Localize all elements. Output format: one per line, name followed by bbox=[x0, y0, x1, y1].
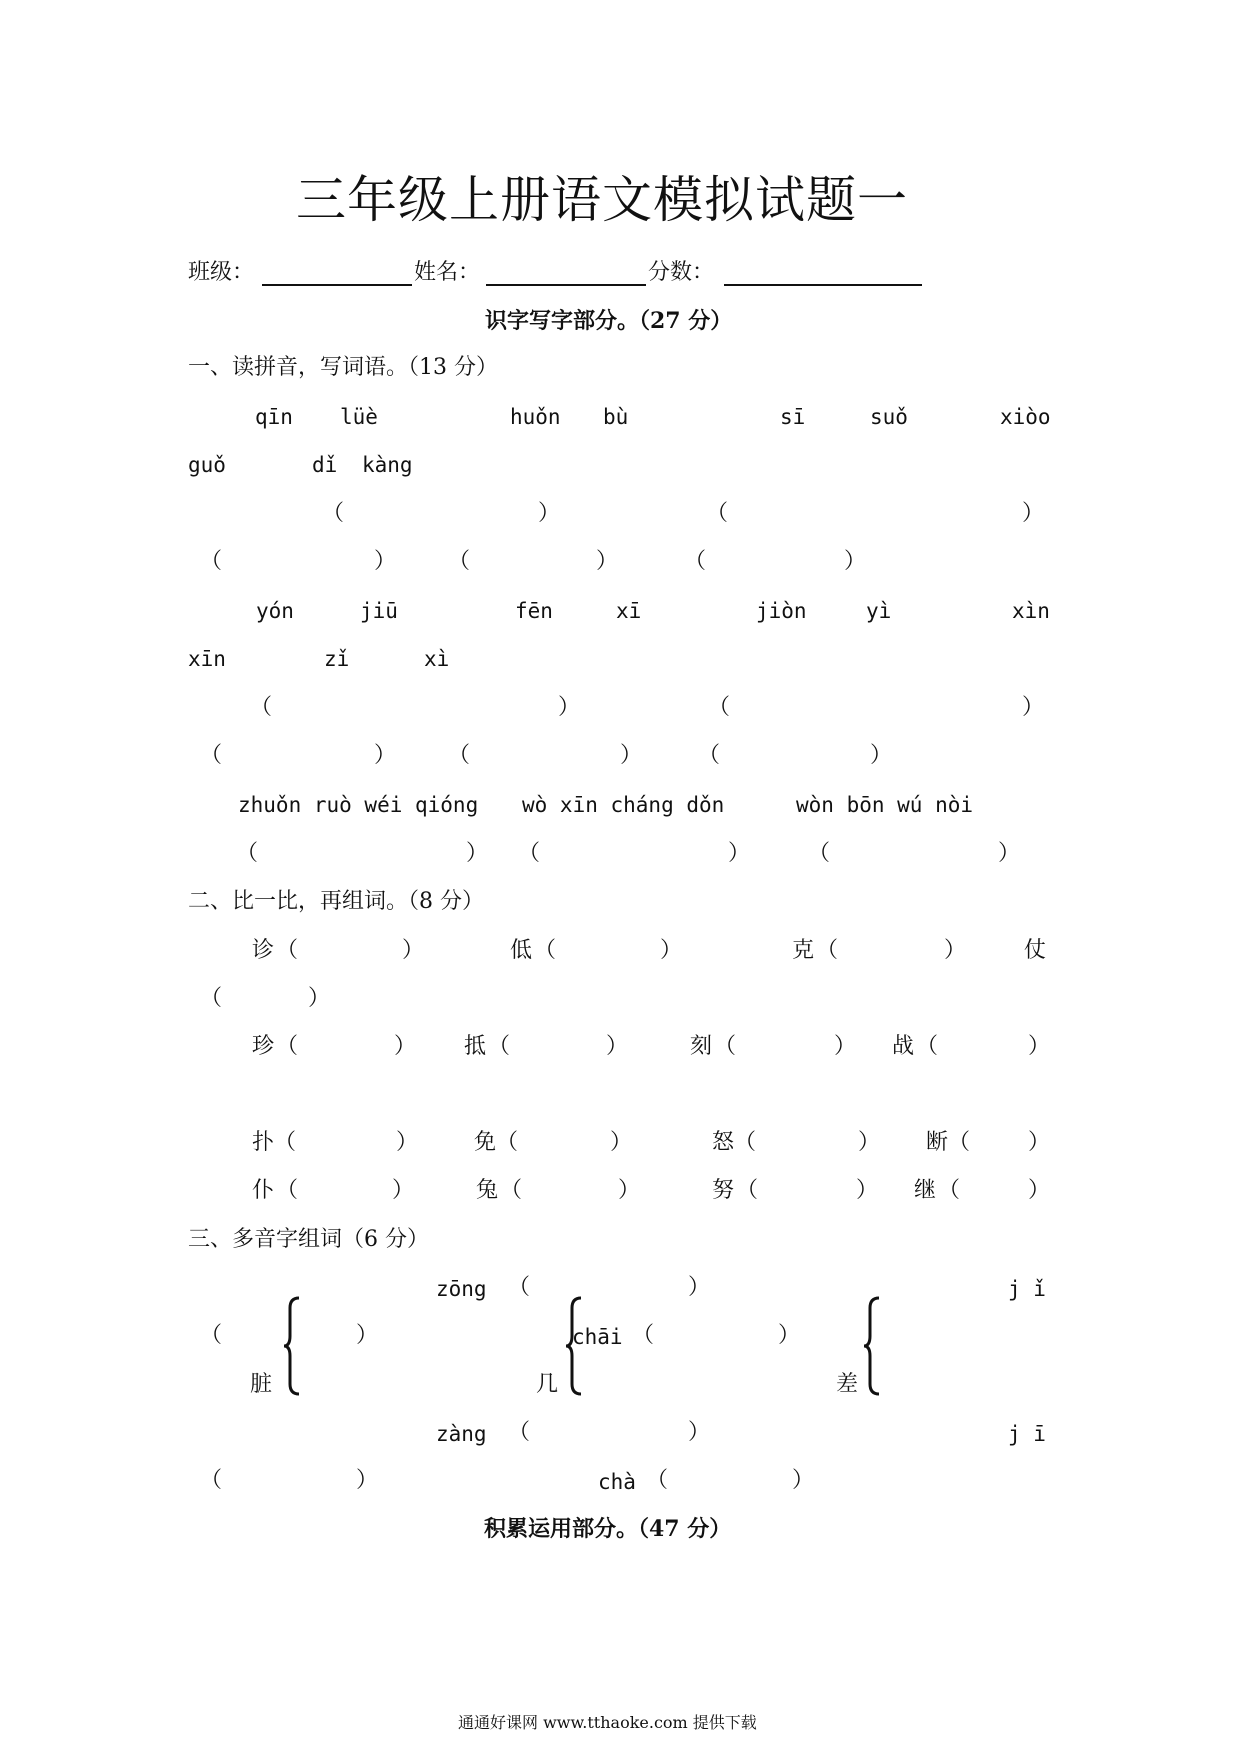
pinyin: xiòo bbox=[1000, 405, 1051, 429]
pinyin: dǐ bbox=[312, 453, 338, 477]
page-title: 三年级上册语文模拟试题一 bbox=[296, 171, 908, 229]
pinyin: j ǐ bbox=[1008, 1277, 1046, 1301]
char: 继 bbox=[914, 1178, 937, 1203]
paren: ） bbox=[558, 695, 581, 720]
char: 免 bbox=[474, 1130, 497, 1155]
char: 战 bbox=[892, 1034, 915, 1059]
pinyin: jiòn bbox=[756, 599, 807, 623]
paren: （ bbox=[948, 1130, 971, 1155]
paren: （ bbox=[734, 1130, 757, 1155]
q3-heading: 三、多音字组词（6 分） bbox=[188, 1227, 429, 1252]
paren: ） bbox=[394, 1034, 417, 1059]
paren: （ bbox=[938, 1178, 961, 1203]
paren: （ bbox=[816, 938, 839, 963]
char: 仆 bbox=[252, 1178, 275, 1203]
paren: ） bbox=[606, 1034, 629, 1059]
polyphone-char: 几 bbox=[536, 1372, 559, 1397]
paren: ） bbox=[402, 938, 425, 963]
paren: （ bbox=[200, 1323, 223, 1348]
paren: ） bbox=[466, 841, 489, 866]
name-label: 姓名： bbox=[414, 260, 481, 285]
paren: ） bbox=[356, 1468, 379, 1493]
pinyin: yì bbox=[866, 599, 892, 623]
pinyin: yón bbox=[256, 599, 294, 623]
paren: （ bbox=[698, 743, 721, 768]
pinyin: fēn bbox=[515, 599, 553, 623]
score-blank[interactable] bbox=[724, 284, 922, 286]
paren: （ bbox=[236, 841, 259, 866]
char: 怒 bbox=[712, 1130, 735, 1155]
paren: （ bbox=[274, 1130, 297, 1155]
part1-heading: 识字写字部分。（27 分） bbox=[485, 308, 733, 334]
paren: ） bbox=[944, 938, 967, 963]
paren: ） bbox=[392, 1178, 415, 1203]
paren: ） bbox=[1022, 695, 1045, 720]
paren: （ bbox=[488, 1034, 511, 1059]
char: 珍 bbox=[252, 1034, 275, 1059]
pinyin: xì bbox=[424, 647, 450, 671]
pinyin: j ī bbox=[1008, 1422, 1046, 1446]
paren: （ bbox=[808, 841, 831, 866]
paren: ） bbox=[620, 743, 643, 768]
paren: ） bbox=[688, 1420, 711, 1445]
paren: （ bbox=[518, 841, 541, 866]
pinyin: wòn bōn wú nòi bbox=[796, 793, 974, 817]
pinyin: zōng bbox=[436, 1277, 487, 1301]
paren: ） bbox=[596, 549, 619, 574]
left-brace-icon bbox=[282, 1296, 302, 1396]
paren: （ bbox=[200, 743, 223, 768]
char: 诊 bbox=[252, 938, 275, 963]
char: 仗 bbox=[1024, 938, 1047, 963]
paren: （ bbox=[714, 1034, 737, 1059]
paren: （ bbox=[200, 549, 223, 574]
paren: ） bbox=[356, 1323, 379, 1348]
paren: ） bbox=[998, 841, 1021, 866]
left-brace-icon bbox=[564, 1296, 584, 1396]
paren: （ bbox=[534, 938, 557, 963]
pinyin: suǒ bbox=[870, 405, 908, 429]
q1-heading: 一、读拼音，写词语。（13 分） bbox=[188, 355, 498, 380]
pinyin: jiū bbox=[360, 599, 398, 623]
pinyin: xīn bbox=[188, 647, 226, 671]
class-blank[interactable] bbox=[262, 284, 412, 286]
polyphone-char: 差 bbox=[836, 1372, 859, 1397]
paren: （ bbox=[250, 695, 273, 720]
pinyin: zhuǒn ruò wéi qióng bbox=[238, 793, 479, 817]
char: 扑 bbox=[252, 1130, 275, 1155]
footer: 通通好课网 www.tthaoke.com 提供下载 bbox=[458, 1713, 757, 1732]
pinyin: chà bbox=[598, 1470, 636, 1494]
pinyin: kàng bbox=[362, 453, 413, 477]
pinyin: chāi bbox=[572, 1325, 623, 1349]
paren: ） bbox=[778, 1323, 801, 1348]
pinyin: xī bbox=[616, 599, 642, 623]
paren: ） bbox=[1022, 501, 1045, 526]
paren: ） bbox=[1028, 1130, 1051, 1155]
pinyin: huǒn bbox=[510, 405, 561, 429]
name-blank[interactable] bbox=[486, 284, 646, 286]
paren: ） bbox=[1028, 1034, 1051, 1059]
paren: （ bbox=[632, 1323, 655, 1348]
pinyin: xìn bbox=[1012, 599, 1050, 623]
paren: ） bbox=[374, 743, 397, 768]
paren: （ bbox=[500, 1178, 523, 1203]
paren: （ bbox=[322, 501, 345, 526]
paren: （ bbox=[496, 1130, 519, 1155]
pinyin: qīn bbox=[255, 405, 293, 429]
paren: ） bbox=[374, 549, 397, 574]
char: 断 bbox=[926, 1130, 949, 1155]
paren: （ bbox=[706, 501, 729, 526]
paren: （ bbox=[646, 1468, 669, 1493]
pinyin: wò xīn cháng dǒn bbox=[522, 793, 725, 817]
paren: （ bbox=[684, 549, 707, 574]
paren: ） bbox=[856, 1178, 879, 1203]
pinyin: lüè bbox=[340, 405, 378, 429]
left-brace-icon bbox=[862, 1296, 882, 1396]
paren: ） bbox=[792, 1468, 815, 1493]
paren: ） bbox=[396, 1130, 419, 1155]
paren: ） bbox=[1028, 1178, 1051, 1203]
pinyin: bù bbox=[603, 405, 629, 429]
pinyin: guǒ bbox=[188, 453, 226, 477]
paren: ） bbox=[858, 1130, 881, 1155]
paren: （ bbox=[276, 1178, 299, 1203]
paren: （ bbox=[276, 1034, 299, 1059]
paren: ） bbox=[538, 501, 561, 526]
paren: （ bbox=[916, 1034, 939, 1059]
q2-heading: 二、比一比，再组词。（8 分） bbox=[188, 889, 484, 914]
score-label: 分数： bbox=[648, 260, 715, 285]
paren: ） bbox=[610, 1130, 633, 1155]
paren: ） bbox=[618, 1178, 641, 1203]
pinyin: sī bbox=[780, 405, 806, 429]
paren: （ bbox=[448, 743, 471, 768]
char: 抵 bbox=[464, 1034, 487, 1059]
part2-heading: 积累运用部分。（47 分） bbox=[484, 1516, 732, 1542]
paren: ） bbox=[688, 1275, 711, 1300]
paren: （ bbox=[736, 1178, 759, 1203]
pinyin: zàng bbox=[436, 1422, 487, 1446]
polyphone-char: 脏 bbox=[250, 1372, 273, 1397]
paren: ） bbox=[660, 938, 683, 963]
class-label: 班级： bbox=[188, 260, 255, 285]
paren: （ bbox=[448, 549, 471, 574]
paren: ） bbox=[728, 841, 751, 866]
pinyin: zǐ bbox=[324, 647, 350, 671]
char: 低 bbox=[510, 938, 533, 963]
paren: ） bbox=[844, 549, 867, 574]
char: 刻 bbox=[690, 1034, 713, 1059]
char: 兔 bbox=[476, 1178, 499, 1203]
paren: ） bbox=[870, 743, 893, 768]
paren: （ bbox=[508, 1275, 531, 1300]
char: 克 bbox=[792, 938, 815, 963]
paren: ） bbox=[308, 986, 331, 1011]
paren: （ bbox=[200, 1468, 223, 1493]
paren: （ bbox=[708, 695, 731, 720]
paren: （ bbox=[276, 938, 299, 963]
paren: （ bbox=[200, 986, 223, 1011]
paren: ） bbox=[834, 1034, 857, 1059]
char: 努 bbox=[712, 1178, 735, 1203]
paren: （ bbox=[508, 1420, 531, 1445]
